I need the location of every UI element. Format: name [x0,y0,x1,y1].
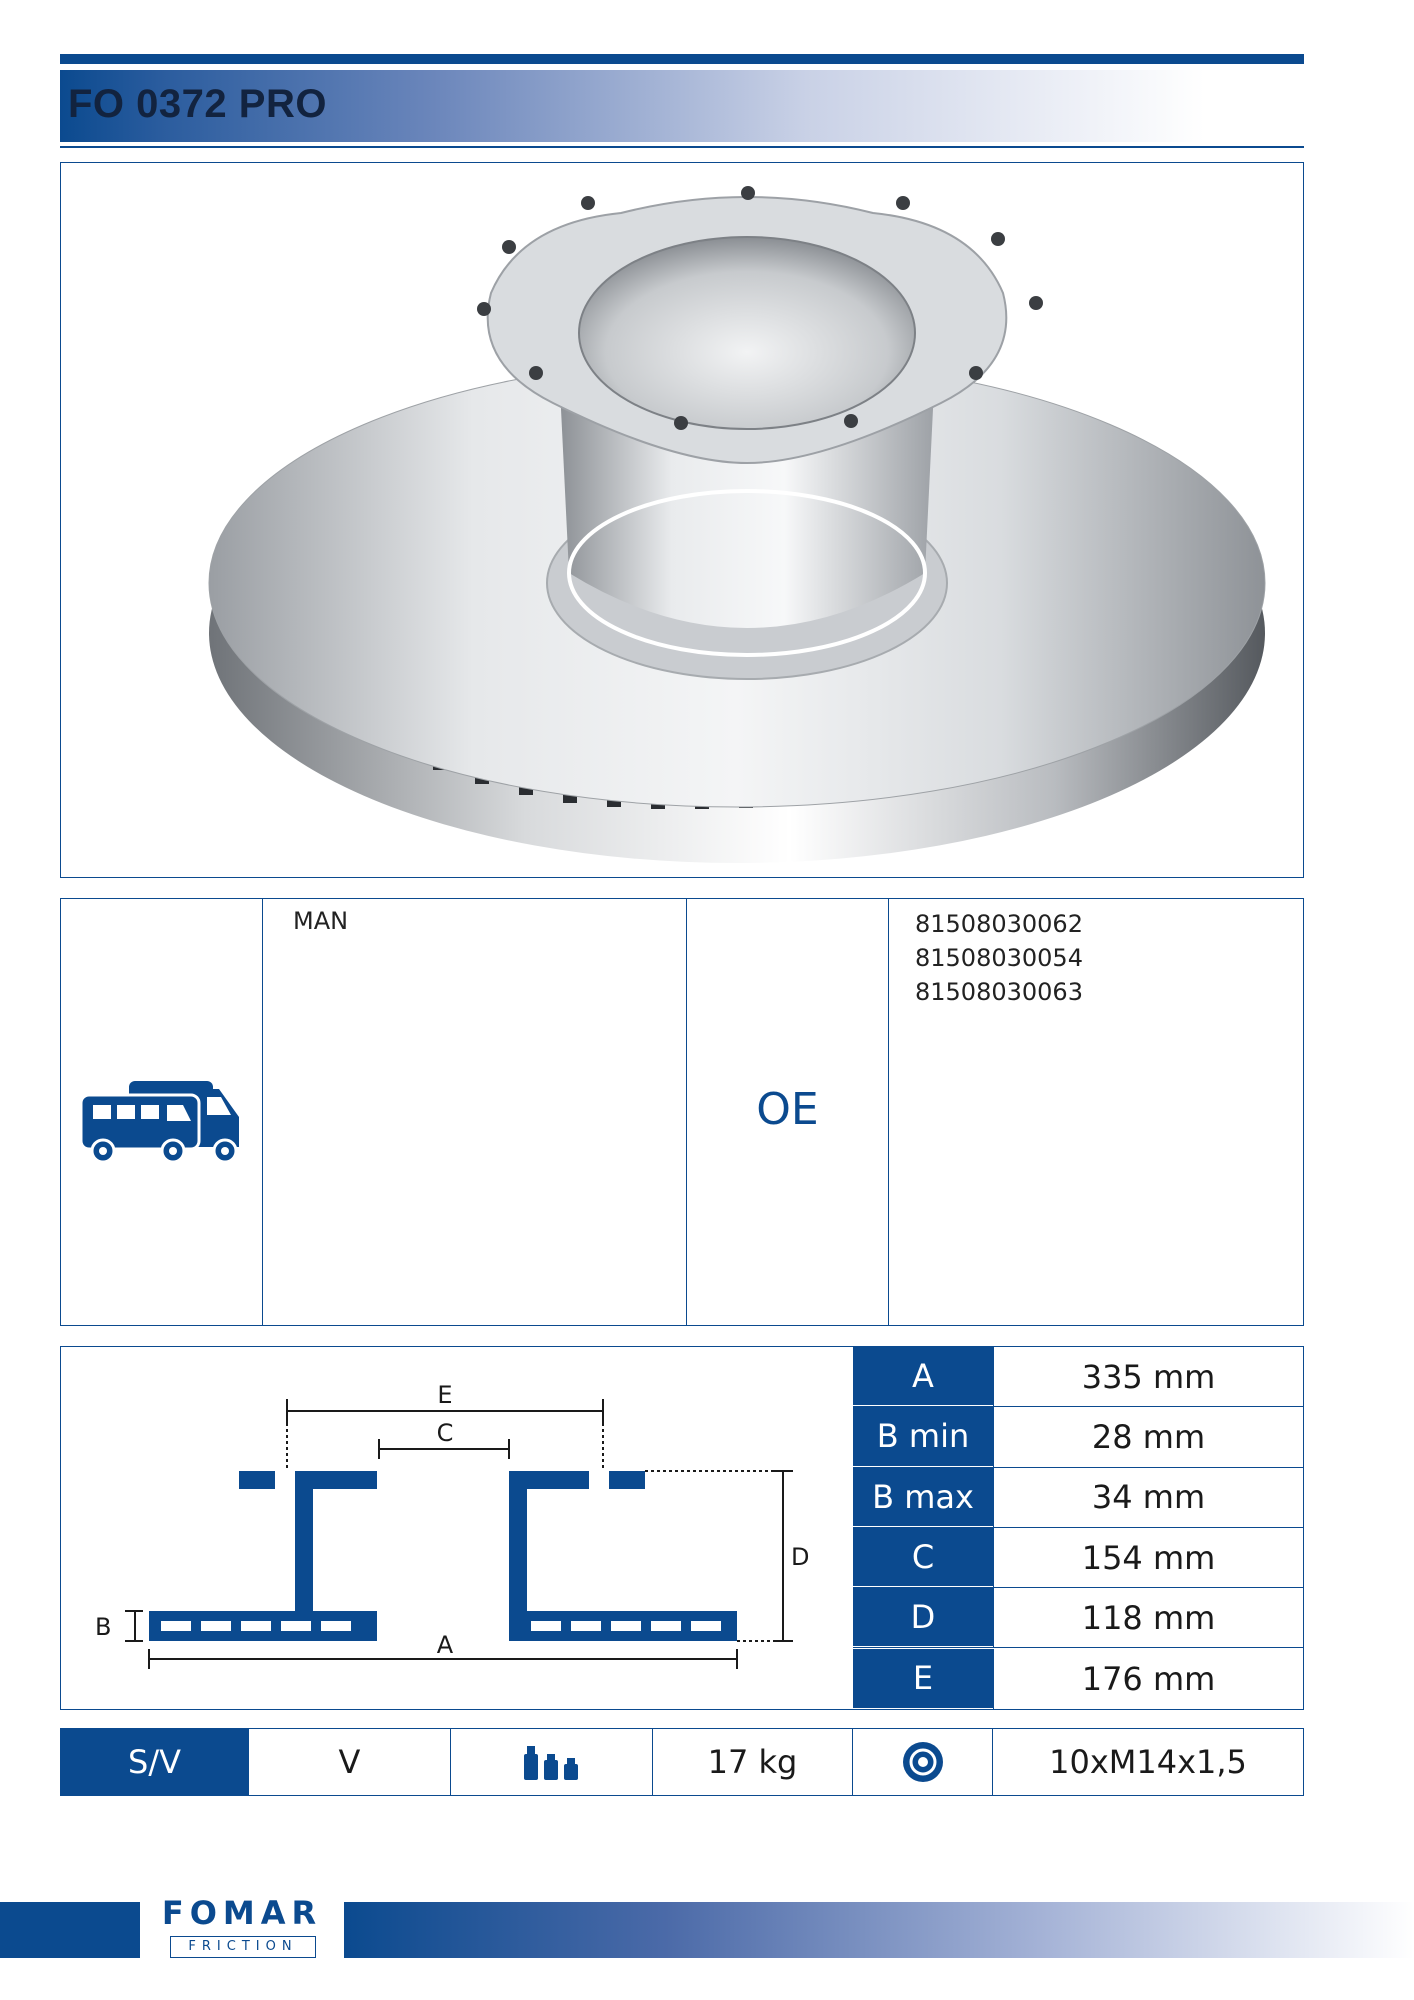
applications-table [60,898,1304,1326]
dim-label-e: E [437,1381,453,1409]
brake-disc-image [61,163,1302,876]
dim-value: 154 mm [993,1528,1303,1587]
dim-row [853,1528,1303,1588]
bolt-icon-cell [853,1729,993,1795]
top-rule [60,54,1304,64]
dimension-table [853,1347,1303,1709]
spec-row [60,1728,1304,1796]
dim-value: 118 mm [993,1588,1303,1647]
dim-value: 34 mm [993,1468,1303,1527]
dim-value: 176 mm [993,1649,1303,1709]
vehicle-make: MAN [293,907,349,935]
weights-icon [520,1742,584,1782]
weight-value: 17 kg [653,1729,853,1795]
dim-key: C [853,1528,993,1587]
dim-label-b: B [95,1613,112,1641]
brand-logo [140,1890,344,1970]
brand-sub: FRICTION [170,1936,316,1958]
title-rule [60,146,1304,148]
oe-numbers-list [915,907,1083,1009]
dim-row [853,1347,1303,1407]
product-photo [60,162,1304,878]
oe-number: 81508030054 [915,944,1083,972]
dim-value: 335 mm [993,1347,1303,1406]
dim-label-d: D [791,1543,810,1571]
dim-label-a: A [436,1631,454,1659]
brand-name: FOMAR [161,1894,323,1932]
type-label: S/V [61,1729,249,1795]
dim-key: B min [853,1407,993,1466]
title-bar [60,70,1304,142]
bolt-value: 10xM14x1,5 [1049,1743,1247,1781]
dim-key: A [853,1347,993,1406]
weight-icon-cell [451,1729,653,1795]
dim-row [853,1649,1303,1709]
dim-row [853,1588,1303,1648]
dimension-diagram [61,1347,853,1709]
footer-bar-left [0,1902,140,1958]
vehicle-cell [61,899,263,1325]
oe-number: 81508030062 [915,910,1083,938]
dim-key: D [853,1588,993,1647]
oe-label: OE [756,1084,819,1135]
bus-truck-icon [79,1077,243,1167]
oe-numbers-cell [889,899,1303,1325]
product-title: FO 0372 PRO [68,82,327,126]
dim-label-c: C [436,1419,454,1447]
type-value: V [249,1729,451,1795]
dim-row [853,1407,1303,1467]
dim-key: B max [853,1468,993,1527]
dim-row [853,1468,1303,1528]
make-cell [263,899,687,1325]
footer-bar-right [344,1902,1414,1958]
oe-label-cell [687,899,889,1325]
dimensions-section [60,1346,1304,1710]
bolt-circle-icon [901,1740,945,1784]
cross-section-drawing [61,1347,853,1709]
dim-value: 28 mm [993,1407,1303,1466]
dim-key: E [853,1649,993,1709]
oe-number: 81508030063 [915,978,1083,1006]
